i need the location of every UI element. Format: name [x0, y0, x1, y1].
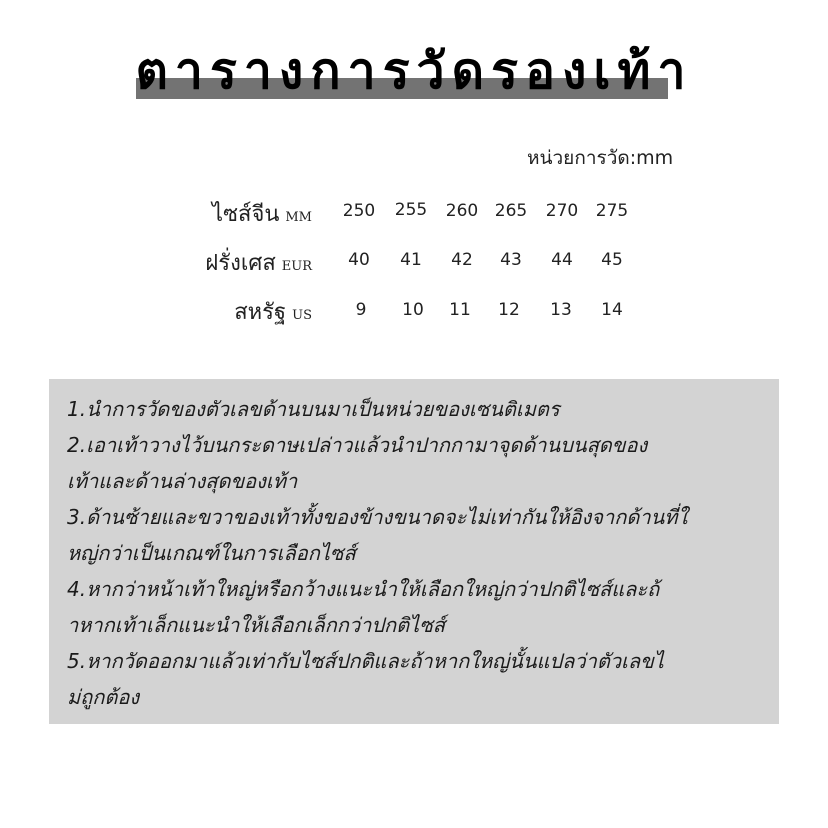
size-cell: 11 — [449, 300, 471, 320]
size-cell: 44 — [551, 250, 573, 270]
size-cell: 255 — [394, 200, 428, 220]
row-label — [205, 245, 312, 280]
size-cell: 9 — [355, 300, 367, 320]
row-label-name: ไซส์จีน — [212, 202, 280, 227]
size-cell: 265 — [494, 201, 528, 221]
size-cell: 270 — [545, 201, 579, 221]
row-label-name: สหรัฐ — [234, 300, 287, 325]
size-cell: 13 — [550, 300, 572, 320]
size-cell: 250 — [342, 201, 376, 221]
size-cell: 10 — [402, 300, 424, 320]
instruction-line: 2.เอาเท้าวางไว้บนกระดาษเปล่าวแล้วนำปากกามาจุดด้านบนสุดของ — [67, 433, 648, 457]
size-cell: 42 — [451, 250, 473, 270]
row-label-code: MM — [285, 210, 312, 225]
instruction-line: 5.หากวัดออกมาแล้วเท่ากับไซส์ปกติและถ้าหากใหญ่นั้นแปลว่าตัวเลขไ — [67, 649, 664, 673]
row-label-code: US — [292, 308, 312, 323]
row-label — [234, 294, 312, 329]
instruction-line: 3.ด้านซ้ายและขวาของเท้าทั้งของข้างขนาดจะไม่เท่ากันให้อิงจากด้านที่ใ — [67, 505, 688, 529]
instruction-line: หญ่กว่าเป็นเกณฑ์ในการเลือกไซส์ — [67, 541, 356, 565]
size-cell: 45 — [601, 250, 623, 270]
size-cell: 14 — [601, 300, 623, 320]
instruction-line: าหากเท้าเล็กแนะนำให้เลือกเล็กกว่าปกติไซส์ — [67, 613, 445, 637]
page-title: ตารางการวัดรองเท้า — [135, 42, 693, 100]
row-label-name: ฝรั่งเศส — [205, 251, 276, 276]
instruction-line: เท้าและด้านล่างสุดของเท้า — [67, 469, 298, 493]
measurement-instructions — [49, 379, 779, 724]
unit-note: หน่วยการวัด:mm — [527, 147, 674, 169]
size-cell: 41 — [400, 250, 422, 270]
size-cell: 275 — [595, 201, 629, 221]
row-label — [212, 196, 312, 231]
row-label-code: EUR — [281, 259, 312, 274]
instruction-line: ม่ถูกต้อง — [67, 685, 140, 709]
size-row-us — [0, 294, 828, 324]
size-row-cn — [0, 196, 828, 226]
instruction-line: 4.หากว่าหน้าเท้าใหญ่หรือกว้างแนะนำให้เลือกใหญ่กว่าปกติไซส์และถ้ — [67, 577, 660, 601]
size-cell: 260 — [445, 201, 479, 221]
size-cell: 40 — [348, 250, 370, 270]
size-cell: 12 — [498, 300, 520, 320]
size-cell: 43 — [500, 250, 522, 270]
size-row-eur — [0, 245, 828, 275]
instruction-line: 1.นำการวัดของตัวเลขด้านบนมาเป็นหน่วยของเซนติเมตร — [67, 397, 560, 421]
